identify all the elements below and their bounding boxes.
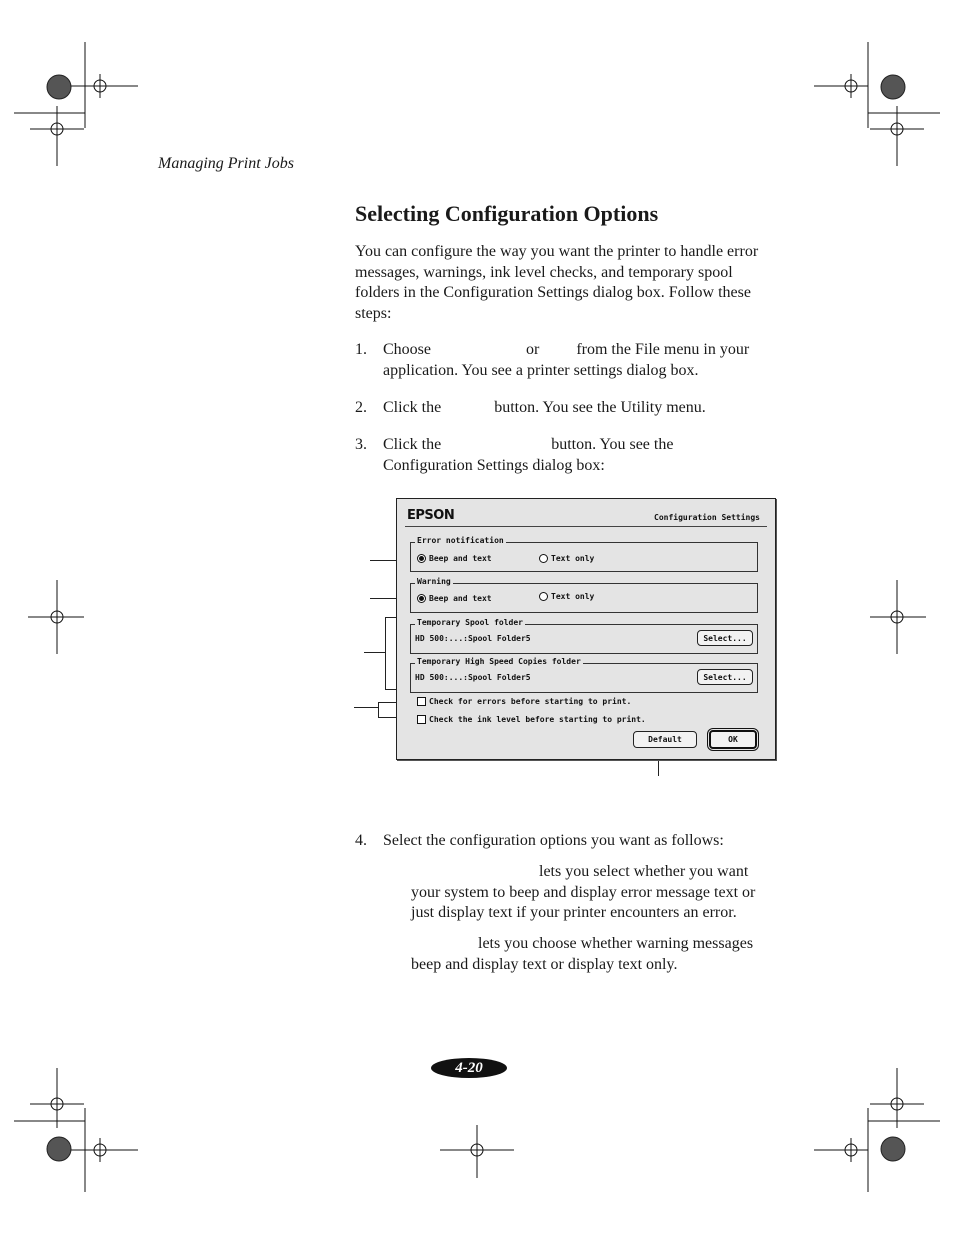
step-number: 4. [355, 832, 367, 849]
callout-bracket [378, 702, 379, 718]
page-number-badge: 4-20 [431, 1058, 507, 1078]
step-text: or [526, 341, 540, 358]
step-text: Click the [383, 436, 442, 453]
callout-line [354, 707, 378, 708]
spool-folder-select-button[interactable]: Select... [697, 630, 753, 646]
radio-selected-icon [417, 594, 426, 603]
group-legend: Warning [417, 577, 451, 586]
group-legend: Temporary High Speed Copies folder [417, 657, 581, 666]
title-divider [405, 526, 767, 527]
radio-icon [539, 554, 548, 563]
check-ink-level-checkbox[interactable] [417, 715, 646, 724]
radio-label: Beep and text [429, 594, 492, 603]
radio-selected-icon [417, 554, 426, 563]
section-title: Selecting Configuration Options [355, 201, 659, 226]
step-text: Click the [383, 399, 442, 416]
folder-path: HD 500:...:Spool Folder5 [415, 634, 531, 643]
checkbox-icon [417, 715, 426, 724]
configuration-settings-dialog [396, 498, 776, 760]
option-text: lets you choose whether warning messages [478, 935, 754, 952]
error-notification-group [410, 536, 758, 572]
step-number: 3. [355, 436, 367, 453]
warning-text-only-radio[interactable] [539, 592, 594, 601]
radio-icon [539, 592, 548, 601]
intro-paragraph: You can configure the way you want the printer to handle error messages, warnings, ink level checks, and temporary spool folders in the Configuration Settings dialog box. Follow these steps: [355, 243, 759, 322]
step-text: Select the configuration options you want as follows: [383, 832, 724, 849]
step-text: button. You see the Utility menu. [494, 399, 706, 416]
warning-group [410, 577, 758, 613]
step-number: 1. [355, 341, 367, 358]
option-text: lets you select whether you want [539, 863, 749, 880]
radio-label: Text only [551, 592, 595, 601]
running-head: Managing Print Jobs [158, 155, 294, 172]
ok-button[interactable]: OK [709, 730, 757, 749]
option-text: your system to beep and display error message text or [411, 883, 756, 901]
dialog-title: Configuration Settings [654, 513, 760, 522]
checkbox-icon [417, 697, 426, 706]
folder-path: HD 500:...:Spool Folder5 [415, 673, 531, 682]
high-speed-copies-folder-group [410, 657, 758, 693]
group-legend: Error notification [417, 536, 504, 545]
option-text: just display text if your printer encounters an error. [411, 904, 737, 921]
radio-label: Beep and text [429, 554, 492, 563]
step-text: from the File menu in your application. You see a printer settings dialog box. [383, 341, 750, 379]
copies-folder-select-button[interactable]: Select... [697, 669, 753, 685]
checkbox-label: Check for errors before starting to print. [429, 697, 632, 706]
temporary-spool-folder-group [410, 618, 758, 654]
callout-line [364, 652, 385, 653]
warning-beep-and-text-radio[interactable] [417, 594, 492, 603]
default-button[interactable]: Default [633, 731, 697, 748]
step-text: Choose [383, 341, 431, 358]
checkbox-label: Check the ink level before starting to print. [429, 715, 646, 724]
step-number: 2. [355, 399, 367, 416]
check-errors-checkbox[interactable] [417, 697, 631, 706]
error-text-only-radio[interactable] [539, 554, 594, 563]
epson-logo: EPSON [407, 508, 455, 523]
radio-label: Text only [551, 554, 595, 563]
group-legend: Temporary Spool folder [417, 618, 523, 627]
option-text: beep and display text or display text only. [411, 955, 678, 973]
step-text: button. You see the [551, 436, 674, 453]
step-text: Configuration Settings dialog box: [383, 456, 605, 474]
callout-bracket [385, 617, 386, 689]
error-beep-and-text-radio[interactable] [417, 554, 492, 563]
